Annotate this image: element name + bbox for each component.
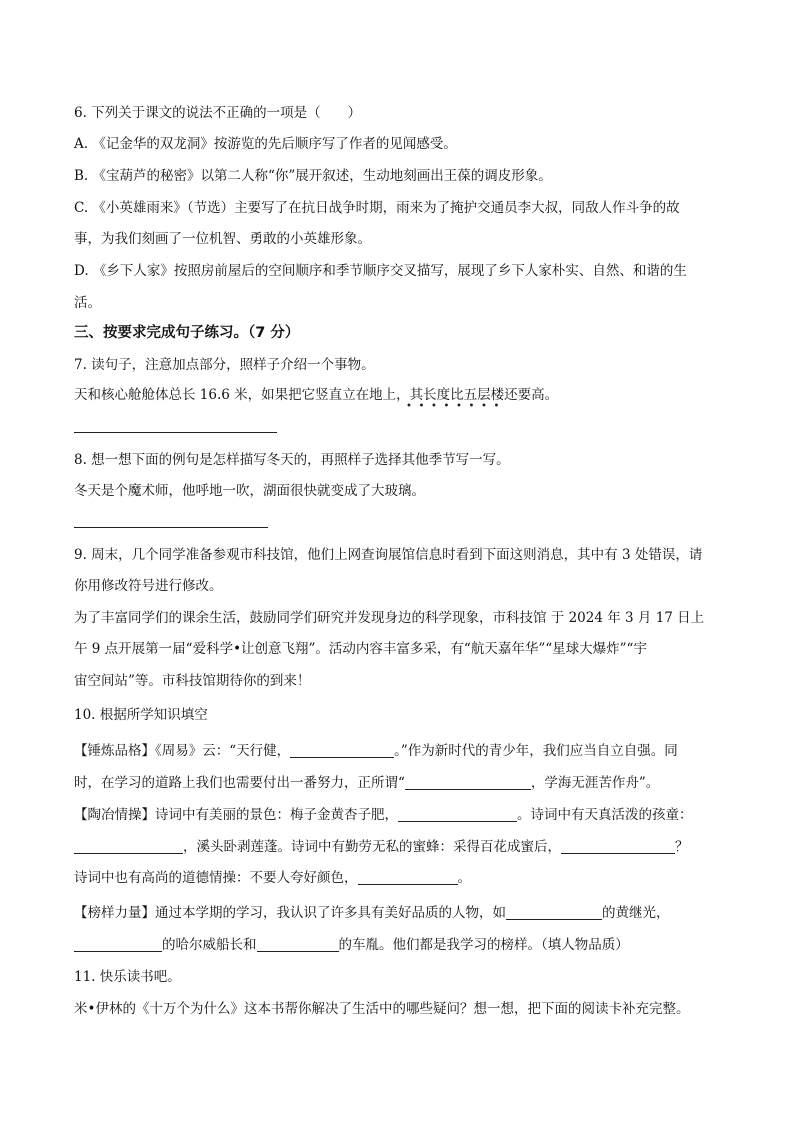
q10-stem: 10. 根据所学知识填空 xyxy=(74,707,208,723)
q9-stem-line1: 9. 周末，几个同学准备参观市科技馆，他们上网查询展馆信息时看到下面这则消息，其中有 3 处错误，请 xyxy=(74,547,703,563)
q6-option-d-line1: D. 《乡下人家》按照房前屋后的空间顺序和季节顺序交叉描写，展现了乡下人家朴实、自然、和谐的生 xyxy=(74,263,687,279)
q10-line4-text-a: ，溪头卧剥莲蓬。诗词中有勤劳无私的蜜蜂：采得百花成蜜后， xyxy=(183,839,561,855)
q8-sentence: 冬天是个魔术师，他呼地一吹，湖面很快就变成了大玻璃。 xyxy=(74,483,425,499)
q8-answer-line[interactable] xyxy=(74,527,268,528)
q8-stem: 8. 想一想下面的例句是怎样描写冬天的，再照样子选择其他季节写一写。 xyxy=(74,452,510,468)
q10-line6 xyxy=(74,904,670,922)
q11-line: 米•伊林的《十万个为什么》这本书帮你解决了生活中的哪些疑问？想一想，把下面的阅读卡补充完整。 xyxy=(74,1001,690,1017)
blank-3[interactable] xyxy=(398,807,517,822)
emphasis-dots: •••••••• xyxy=(406,401,506,412)
blank-5[interactable] xyxy=(561,839,675,854)
q6-option-d-line2: 活。 xyxy=(74,295,101,311)
q10-line6-text-a: 【榜样力量】通过本学期的学习，我认识了许多具有美好品质的人物，如 xyxy=(74,905,506,921)
q10-line6-text-b: 的黄继光， xyxy=(602,905,670,921)
q10-line5-text-a: 诗词中也有高尚的道德情操：不要人夸好颜色， xyxy=(74,870,358,886)
q10-line1-text-b: 。”作为新时代的青少年，我们应当自立自强。同 xyxy=(394,743,678,759)
q9-stem-line2: 你用修改符号进行修改。 xyxy=(74,578,223,594)
q6-option-c-line1: C. 《小英雄雨来》（节选）主要写了在抗日战争时期，雨来为了掩护交通员李大叔，同敌人作斗争的故 xyxy=(74,200,680,216)
q10-line2-text-b: ，学海无涯苦作舟”。 xyxy=(530,775,660,791)
q10-line2 xyxy=(74,774,659,792)
q10-line4 xyxy=(74,838,689,856)
q7-stem: 7. 读句子，注意加点部分，照样子介绍一个事物。 xyxy=(74,357,375,373)
blank-9[interactable] xyxy=(257,937,339,952)
q10-line5-text-b: 。 xyxy=(457,870,471,886)
q9-notice-line3: 宙空间站”等。市科技馆期待你的到来！ xyxy=(74,673,311,689)
q10-line1 xyxy=(74,742,678,760)
q10-line3-text-a: 【陶冶情操】诗词中有美丽的景色：梅子金黄杏子肥， xyxy=(74,807,398,823)
q10-line7-text-a: 的哈尔威船长和 xyxy=(162,937,257,953)
q6-option-b: B. 《宝葫芦的秘密》以第二人称“你”展开叙述，生动地刻画出王葆的调皮形象。 xyxy=(74,168,552,184)
q6-stem: 6. 下列关于课文的说法不正确的一项是（ ） xyxy=(74,105,362,121)
q10-line5 xyxy=(74,869,471,887)
q10-line3 xyxy=(74,806,693,824)
section-3-heading: 三、按要求完成句子练习。（7 分） xyxy=(74,325,300,341)
q10-line2-text-a: 时，在学习的道路上我们也需要付出一番努力，正所谓“ xyxy=(74,775,405,791)
q11-stem: 11. 快乐读书吧。 xyxy=(74,969,181,985)
q6-option-a: A. 《记金华的双龙洞》按游览的先后顺序写了作者的见闻感受。 xyxy=(74,136,457,152)
q10-line4-text-b: ？ xyxy=(675,839,689,855)
blank-4[interactable] xyxy=(74,839,183,854)
blank-6[interactable] xyxy=(358,870,458,885)
blank-2[interactable] xyxy=(405,775,531,790)
q9-notice-line1: 为了丰富同学们的课余生活，鼓励同学们研究并发现身边的科学现象，市科技馆 于 2024 年 3 月 17 日上 xyxy=(74,610,705,626)
q10-line3-text-b: 。诗词中有天真活泼的孩童： xyxy=(517,807,693,823)
q7-answer-line[interactable] xyxy=(74,432,277,433)
q10-line7 xyxy=(74,936,629,954)
q9-notice-line2: 午 9 点开展第一届“爱科学•让创意飞翔”。活动内容丰富多采，有“航天嘉年华”“星球大爆炸”“宇 xyxy=(74,641,647,657)
q10-line1-text-a: 【锤炼品格】《周易》云：“天行健， xyxy=(74,743,291,759)
q6-option-c-line2: 事，为我们刻画了一位机智、勇敢的小英雄形象。 xyxy=(74,231,371,247)
q10-line7-text-b: 的车胤。他们都是我学习的榜样。（填人物品质） xyxy=(338,937,629,953)
q7-sentence: 天和核心舱舱体总长 16.6 米，如果把它竖直立在地上，其长度比五层楼还要高。 xyxy=(74,387,559,403)
blank-8[interactable] xyxy=(74,937,162,952)
blank-1[interactable] xyxy=(290,743,394,758)
blank-7[interactable] xyxy=(506,905,602,920)
